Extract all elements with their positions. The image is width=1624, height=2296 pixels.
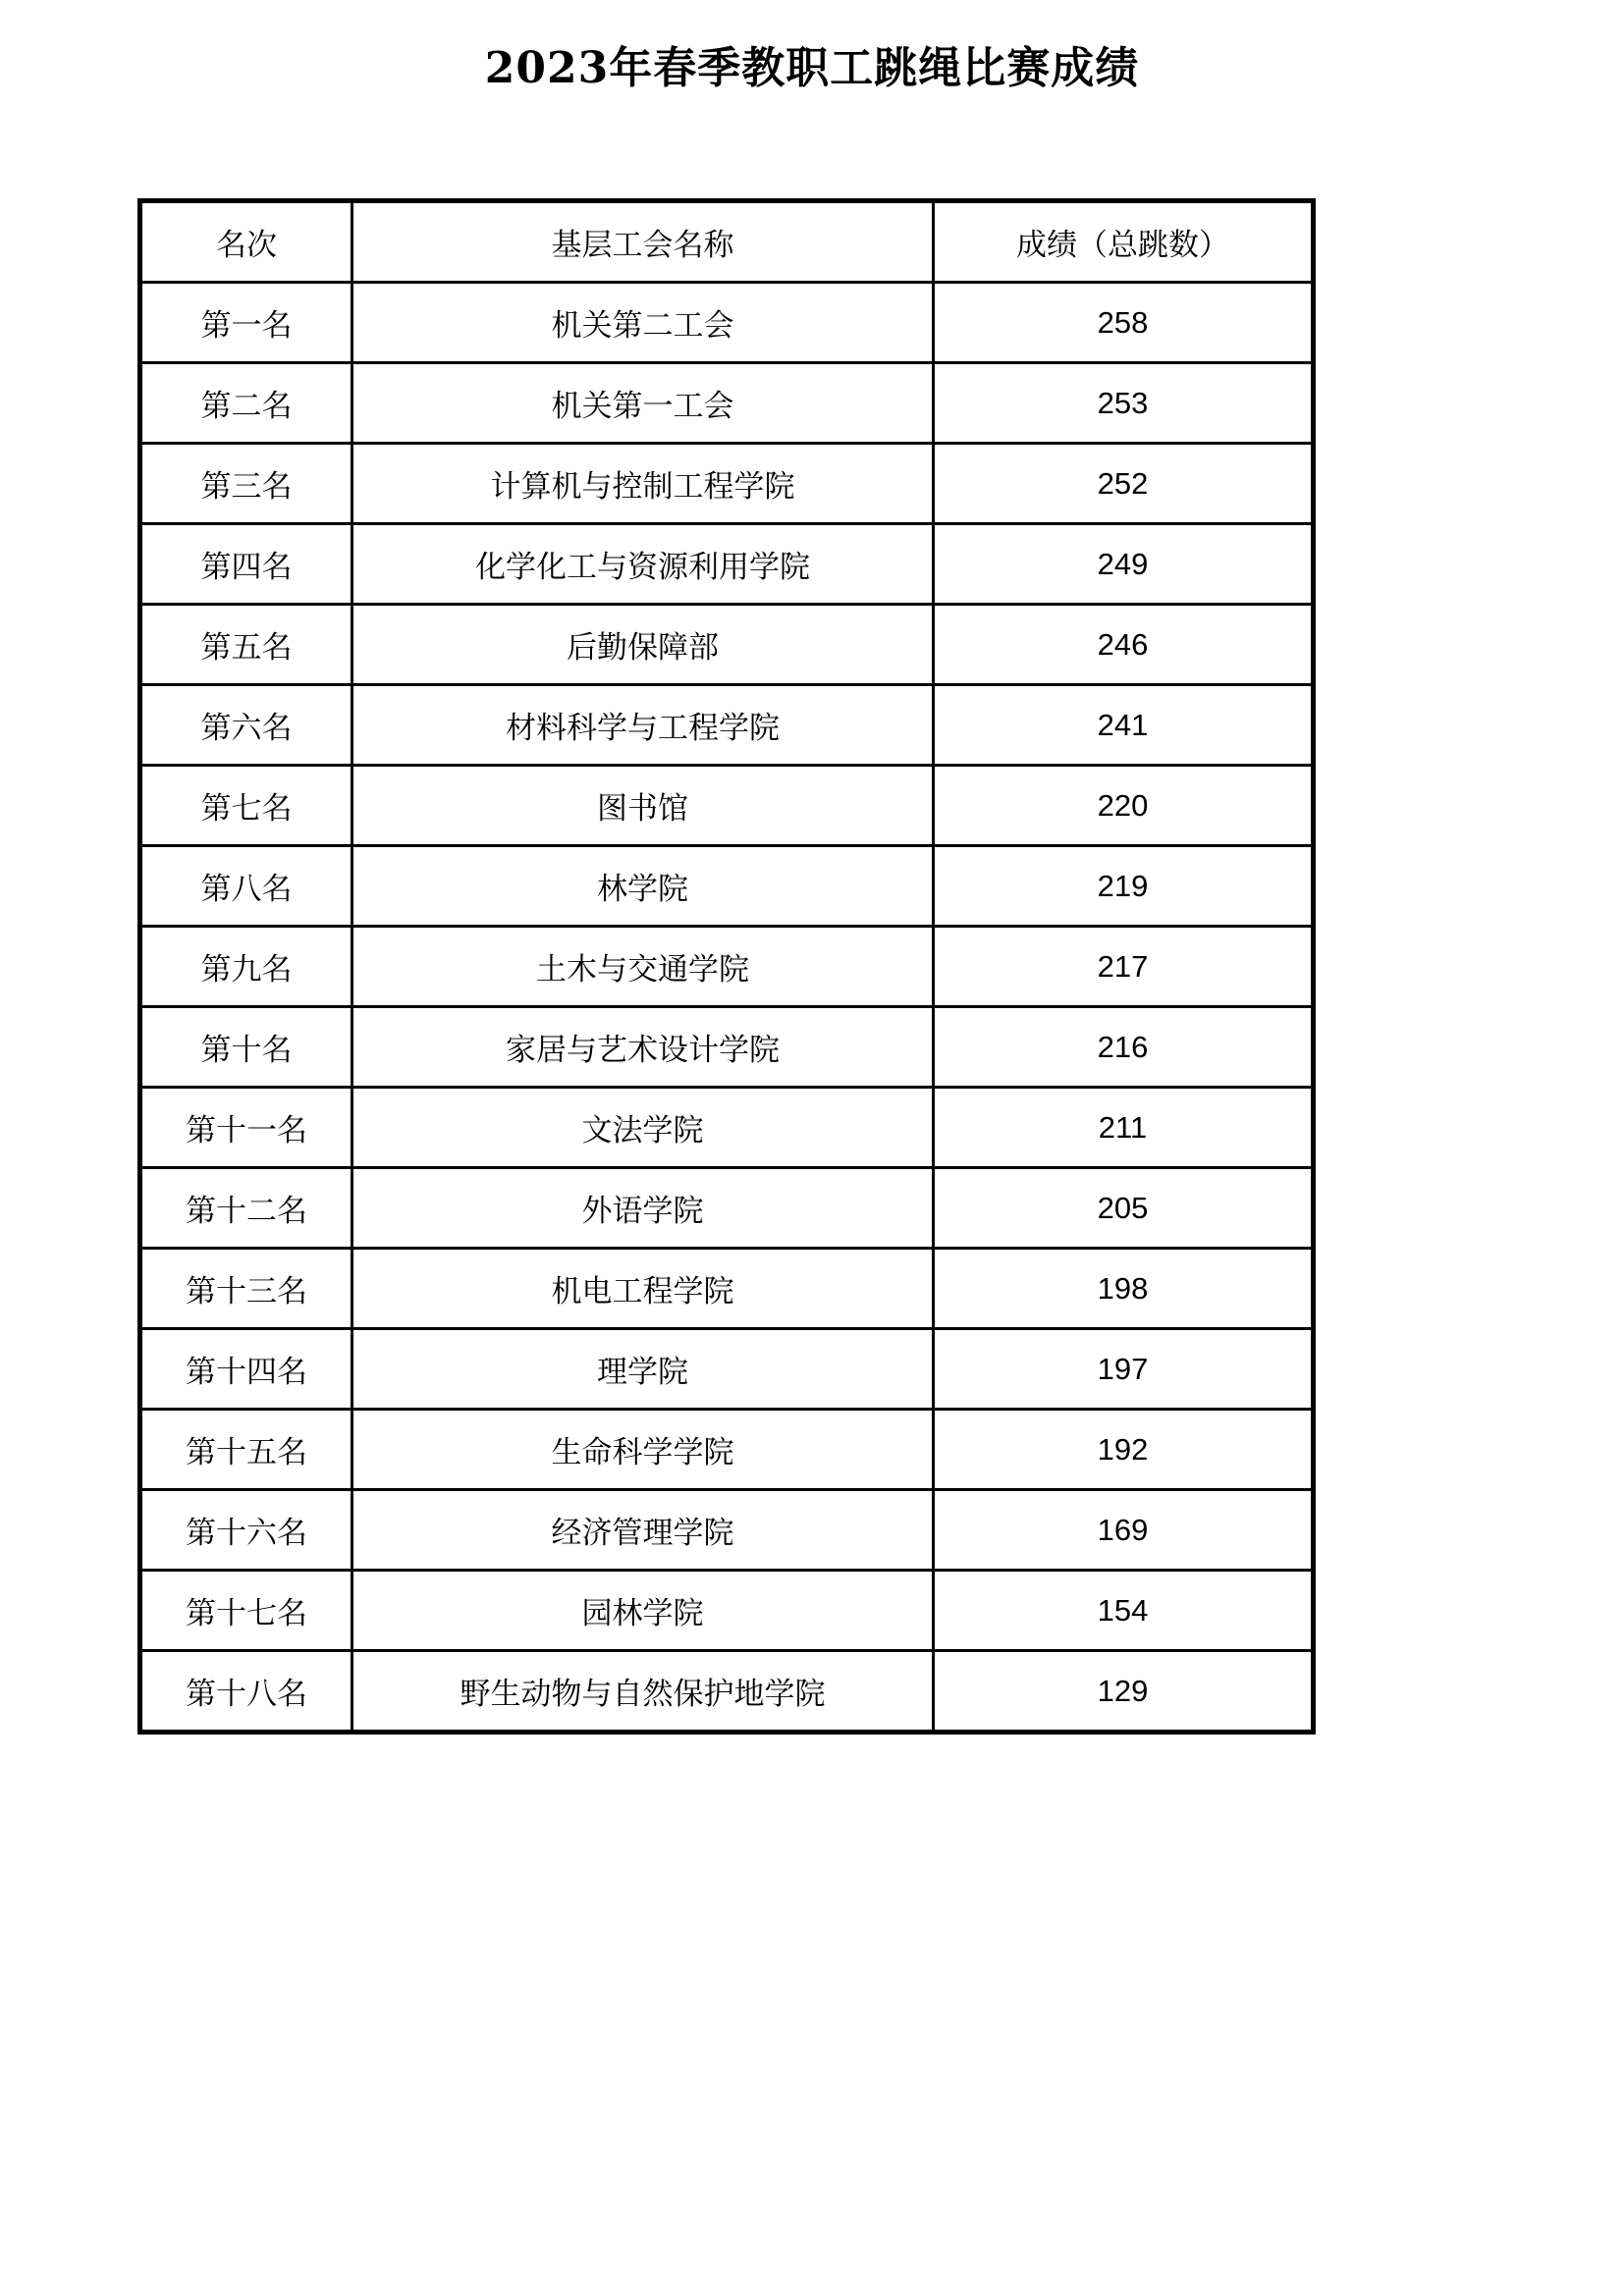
rank-cell: 第七名 (140, 766, 352, 846)
table-row (140, 846, 1314, 927)
rank-cell: 第十三名 (140, 1249, 352, 1329)
rank-cell: 第十八名 (140, 1651, 352, 1733)
table-row (140, 927, 1314, 1007)
table-row (140, 605, 1314, 685)
rank-cell: 第十名 (140, 1007, 352, 1088)
union-name-cell: 生命科学学院 (352, 1410, 934, 1490)
table-row (140, 1088, 1314, 1168)
table-row (140, 1007, 1314, 1088)
results-table (137, 198, 1316, 1735)
table-row (140, 1168, 1314, 1249)
union-name-cell: 后勤保障部 (352, 605, 934, 685)
score-cell: 169 (934, 1490, 1314, 1571)
score-cell: 241 (934, 685, 1314, 766)
union-name-cell: 林学院 (352, 846, 934, 927)
score-cell: 217 (934, 927, 1314, 1007)
rank-cell: 第十一名 (140, 1088, 352, 1168)
score-cell: 192 (934, 1410, 1314, 1490)
header-score: 成绩（总跳数） (934, 201, 1314, 283)
score-cell: 154 (934, 1571, 1314, 1651)
union-name-cell: 经济管理学院 (352, 1490, 934, 1571)
table-row (140, 363, 1314, 444)
rank-cell: 第十七名 (140, 1571, 352, 1651)
table-row (140, 1410, 1314, 1490)
rank-cell: 第十五名 (140, 1410, 352, 1490)
score-cell: 246 (934, 605, 1314, 685)
rank-cell: 第十四名 (140, 1329, 352, 1410)
table-row (140, 685, 1314, 766)
score-cell: 216 (934, 1007, 1314, 1088)
score-cell: 205 (934, 1168, 1314, 1249)
rank-cell: 第九名 (140, 927, 352, 1007)
union-name-cell: 文法学院 (352, 1088, 934, 1168)
score-cell: 220 (934, 766, 1314, 846)
score-cell: 129 (934, 1651, 1314, 1733)
union-name-cell: 机关第一工会 (352, 363, 934, 444)
table-row (140, 1651, 1314, 1733)
header-union-name: 基层工会名称 (352, 201, 934, 283)
rank-cell: 第一名 (140, 283, 352, 363)
score-cell: 258 (934, 283, 1314, 363)
union-name-cell: 机电工程学院 (352, 1249, 934, 1329)
union-name-cell: 图书馆 (352, 766, 934, 846)
table-header-row (140, 201, 1314, 283)
score-cell: 252 (934, 444, 1314, 524)
rank-cell: 第四名 (140, 524, 352, 605)
table-row (140, 1249, 1314, 1329)
header-rank: 名次 (140, 201, 352, 283)
table-row (140, 524, 1314, 605)
table-row (140, 1571, 1314, 1651)
rank-cell: 第十六名 (140, 1490, 352, 1571)
rank-cell: 第二名 (140, 363, 352, 444)
score-cell: 197 (934, 1329, 1314, 1410)
score-cell: 219 (934, 846, 1314, 927)
rank-cell: 第十二名 (140, 1168, 352, 1249)
score-cell: 253 (934, 363, 1314, 444)
rank-cell: 第三名 (140, 444, 352, 524)
union-name-cell: 材料科学与工程学院 (352, 685, 934, 766)
table-row (140, 444, 1314, 524)
rank-cell: 第六名 (140, 685, 352, 766)
score-cell: 249 (934, 524, 1314, 605)
score-cell: 211 (934, 1088, 1314, 1168)
union-name-cell: 家居与艺术设计学院 (352, 1007, 934, 1088)
table-row (140, 1329, 1314, 1410)
table-row (140, 1490, 1314, 1571)
union-name-cell: 土木与交通学院 (352, 927, 934, 1007)
union-name-cell: 化学化工与资源利用学院 (352, 524, 934, 605)
rank-cell: 第五名 (140, 605, 352, 685)
union-name-cell: 机关第二工会 (352, 283, 934, 363)
union-name-cell: 计算机与控制工程学院 (352, 444, 934, 524)
score-cell: 198 (934, 1249, 1314, 1329)
table-row (140, 766, 1314, 846)
table-body (140, 283, 1314, 1733)
table-row (140, 283, 1314, 363)
union-name-cell: 野生动物与自然保护地学院 (352, 1651, 934, 1733)
page-title: 2023年春季教职工跳绳比赛成绩 (484, 43, 1140, 93)
union-name-cell: 园林学院 (352, 1571, 934, 1651)
rank-cell: 第八名 (140, 846, 352, 927)
union-name-cell: 理学院 (352, 1329, 934, 1410)
union-name-cell: 外语学院 (352, 1168, 934, 1249)
